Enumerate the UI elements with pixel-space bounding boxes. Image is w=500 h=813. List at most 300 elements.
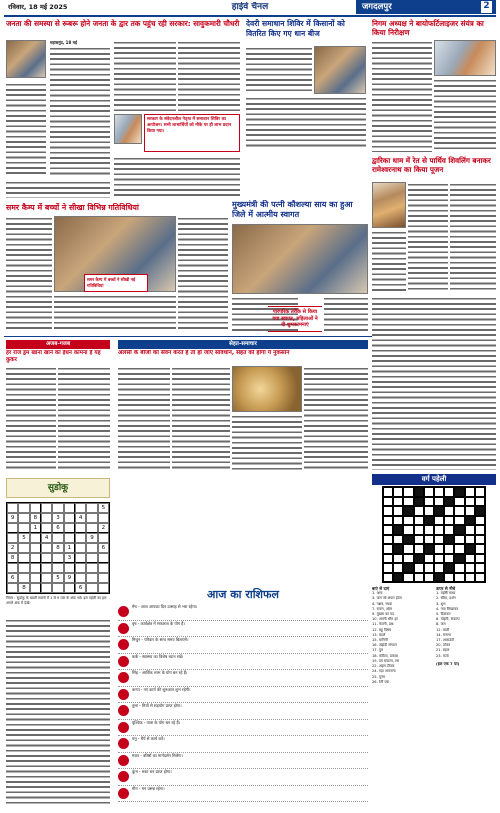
word-grid-cell: [454, 497, 464, 507]
word-grid-cell: [383, 544, 393, 554]
zodiac-icon: [118, 738, 129, 749]
word-grid-cell: [403, 497, 413, 507]
clue-item: 8. जल: [436, 622, 446, 627]
article-4-caption: समर कैम्प में बच्चों ने सीखी नई गतिविधियां: [84, 274, 148, 292]
article-8-body-col4: [304, 366, 368, 470]
word-grid-cell: [414, 516, 424, 526]
rashifal-entry: [118, 769, 368, 786]
sudoku-cell: [30, 563, 41, 573]
issue-date: रविवार, 18 मई 2025: [8, 3, 68, 11]
sudoku-cell: 9: [7, 513, 18, 523]
sudoku-cell: [86, 503, 97, 513]
word-grid-cell: [465, 535, 475, 545]
word-grid-cell: [434, 497, 444, 507]
sudoku-cell: [86, 513, 97, 523]
sudoku-cell: 1: [64, 543, 75, 553]
clue-item: 11. कंपनी, प्रश्न: [372, 622, 394, 627]
word-grid-cell: [383, 487, 393, 497]
sudoku-cell: [30, 533, 41, 543]
word-grid-cell: [414, 573, 424, 583]
word-grid-cell: [403, 506, 413, 516]
word-grid-cell: [434, 506, 444, 516]
sudoku-cell: 4: [75, 513, 86, 523]
word-grid-cell: [414, 563, 424, 573]
sudoku-cell: [30, 583, 41, 593]
article-1-portrait-photo: [6, 40, 46, 78]
word-grid-cell: [434, 544, 444, 554]
word-grid-cell: [434, 487, 444, 497]
clue-item: 1. महर्षि माध्य: [436, 591, 456, 596]
word-grid-cell: [383, 525, 393, 535]
sudoku-cell: [98, 583, 109, 593]
word-grid-cell: [424, 554, 434, 564]
word-grid-cell: [454, 506, 464, 516]
word-grid-cell: [454, 563, 464, 573]
word-grid-cell: [393, 535, 403, 545]
rashifal-entry: [118, 736, 368, 753]
sudoku-cell: 8: [30, 513, 41, 523]
word-grid-cell: [475, 554, 485, 564]
article-7-body-col2: [58, 366, 110, 470]
clue-item: 3. शुभ: [436, 601, 446, 606]
word-grid-cell: [383, 497, 393, 507]
word-grid-cell: [393, 497, 403, 507]
word-grid-cell: [414, 525, 424, 535]
sudoku-title: सुडोकू: [6, 478, 110, 498]
word-grid-cell: [434, 563, 444, 573]
rashifal-text: वृश्चिक - यात्रा के योग बन रहे हैं।: [132, 719, 181, 725]
rashifal-text: कर्क - स्वास्थ्य का विशेष ध्यान रखें।: [132, 653, 184, 659]
word-grid-cell: [393, 563, 403, 573]
article-6-body-continued: [372, 296, 496, 470]
word-grid-cell: [393, 516, 403, 526]
word-grid-cell: [403, 487, 413, 497]
sudoku-cell: [75, 563, 86, 573]
rashifal-entry: [118, 786, 368, 803]
word-grid-cell: [424, 516, 434, 526]
clue-item: 17. अकाउंटी: [436, 638, 455, 643]
word-puzzle-grid: [382, 486, 486, 583]
sudoku-cell: [7, 523, 18, 533]
word-grid-cell: [424, 525, 434, 535]
sudoku-cell: [64, 523, 75, 533]
word-grid-cell: [444, 487, 454, 497]
sudoku-cell: [7, 563, 18, 573]
word-grid-cell: [424, 487, 434, 497]
word-grid-cell: [475, 563, 485, 573]
sudoku-cell: [30, 553, 41, 563]
sudoku-cell: [64, 563, 75, 573]
article-8-body-col1: [118, 366, 170, 470]
sudoku-cell: 9: [64, 573, 75, 583]
rashifal-entry: [118, 703, 368, 720]
article-3-body-col2: [434, 78, 496, 152]
clue-item: 24. गड़ा अपनाना: [372, 669, 396, 674]
word-grid-cell: [434, 573, 444, 583]
rashifal-entry: [118, 637, 368, 654]
section-divider: [4, 336, 372, 337]
clue-item: 21. ग्रहण: [436, 648, 450, 653]
article-3-headline: निगम अध्यक्ष ने बायोफर्टिलाइजर संयंत्र का किया निरीक्षण: [372, 19, 484, 37]
article-1-photo-small: [114, 114, 142, 144]
clue-item: 4. नक्षत्र, रथवा: [372, 601, 393, 606]
clue-item: 12. बहु विषय: [372, 627, 392, 632]
sudoku-cell: [18, 503, 29, 513]
clue-item: 10. अपनी भीम हर: [372, 617, 398, 622]
word-grid-cell: [383, 516, 393, 526]
article-1-body-col2: [114, 40, 176, 112]
sudoku-cell: [41, 513, 52, 523]
sudoku-grid: [6, 502, 110, 594]
article-1-inset-box: सरकार के संवेदनशील नेतृत्व में समाधान शिविर का आयोजन। सभी लाभार्थियों को मौके पर ही लाभ प्रदान किया गया।: [144, 114, 240, 152]
article-8-section-label: सेहत-समाचार: [118, 340, 368, 349]
sudoku-cell: [18, 563, 29, 573]
word-grid-cell: [434, 525, 444, 535]
word-grid-cell: [465, 544, 475, 554]
word-grid-cell: [403, 525, 413, 535]
word-grid-cell: [454, 554, 464, 564]
rashifal-text: कन्या - नए कार्य की शुरुआत शुभ रहेगी।: [132, 686, 191, 692]
rashifal-text: तुला - मित्रों से सहयोग प्राप्त होगा।: [132, 703, 182, 708]
article-2-body-col2: [246, 96, 366, 150]
word-grid-cell: [414, 506, 424, 516]
word-grid-cell: [424, 535, 434, 545]
rashifal-text: मकर - वरिष्ठों का मार्गदर्शन मिलेगा।: [132, 752, 183, 758]
sudoku-cell: [86, 523, 97, 533]
article-3-photo: [434, 40, 496, 76]
word-grid-cell: [465, 563, 475, 573]
zodiac-icon: [118, 722, 129, 733]
clue-item: 12. बदरी: [436, 627, 450, 632]
word-grid-cell: [414, 487, 424, 497]
word-grid-cell: [424, 544, 434, 554]
clue-item: 20. ठोकर: [436, 643, 451, 648]
sudoku-cell: [86, 553, 97, 563]
rashifal-title: आज का राशिफल: [207, 588, 279, 601]
rashifal-text: मिथुन - परिवार के साथ समय बिताएंगे।: [132, 637, 189, 642]
sudoku-cell: 1: [30, 523, 41, 533]
across-label: बाएं से दाएं: [372, 586, 390, 591]
down-label: ऊपर से नीचे: [436, 586, 456, 591]
word-puzzle-title: वर्ग पहेली: [372, 474, 496, 485]
clue-item: 5. दिवाकर: [436, 612, 451, 617]
sudoku-cell: [75, 523, 86, 533]
word-grid-cell: [414, 497, 424, 507]
article-1-headline: जनता की समस्या से रूबरू होने जनता के द्वार तक पहुंच रही सरकार: सावुकमारी चौधरी: [6, 19, 240, 28]
sudoku-cell: 3: [64, 553, 75, 563]
zodiac-icon: [118, 689, 129, 700]
sudoku-cell: 9: [86, 533, 97, 543]
clue-item: 16. जहांदी संगठन: [372, 643, 397, 648]
sudoku-cell: 6: [75, 583, 86, 593]
sudoku-cell: [18, 553, 29, 563]
sudoku-cell: 5: [52, 573, 63, 583]
sudoku-cell: [18, 573, 29, 583]
rashifal-entry: [118, 753, 368, 770]
word-grid-cell: [424, 563, 434, 573]
sudoku-cell: 6: [7, 573, 18, 583]
sudoku-cell: [18, 513, 29, 523]
rashifal-entry: [118, 654, 368, 671]
zodiac-icon: [118, 606, 129, 617]
word-grid-cell: [403, 535, 413, 545]
word-grid-cell: [434, 554, 444, 564]
word-grid-cell: [424, 573, 434, 583]
sudoku-cell: 5: [18, 533, 29, 543]
sudoku-cell: [86, 543, 97, 553]
sudoku-cell: [75, 503, 86, 513]
sudoku-cell: [41, 563, 52, 573]
across-clue-list: [372, 591, 432, 685]
sudoku-cell: [18, 523, 29, 533]
zodiac-icon: [118, 672, 129, 683]
article-7-headline: हर रोज ड्रम खाना खाने का ईंधन कामना है यह कुकर: [6, 350, 101, 363]
sudoku-cell: 6: [52, 523, 63, 533]
sudoku-cell: [98, 513, 109, 523]
section-name: जगदलपुर: [362, 2, 392, 12]
article-8-body-col3: [232, 414, 302, 470]
zodiac-icon: [118, 788, 129, 799]
word-grid-cell: [444, 573, 454, 583]
article-4-body-col2: [54, 294, 176, 332]
sudoku-cell: [64, 533, 75, 543]
clue-item: 4. नया लिखाकर: [436, 606, 459, 611]
clue-item: 17. पुत्र: [372, 648, 383, 653]
word-grid-cell: [444, 563, 454, 573]
down-clues: [436, 586, 496, 808]
sudoku-column-filler: [6, 618, 110, 806]
word-grid-cell: [393, 554, 403, 564]
article-5-headline: मुख्यमंत्री की पत्नी कौशल्या साय का हुआ जिले में आत्मीय स्वागत: [232, 200, 353, 219]
sudoku-cell: [7, 583, 18, 593]
sudoku-cell: [41, 583, 52, 593]
word-grid-cell: [475, 506, 485, 516]
sudoku-cell: [98, 563, 109, 573]
word-grid-cell: [465, 497, 475, 507]
sudoku-cell: [41, 573, 52, 583]
word-grid-cell: [383, 554, 393, 564]
clue-item: 3. जल जो अपार होता: [372, 596, 402, 601]
sudoku-cell: 6: [98, 543, 109, 553]
header-rule: [4, 15, 496, 17]
word-grid-cell: [465, 554, 475, 564]
word-grid-cell: [434, 535, 444, 545]
word-grid-cell: [403, 563, 413, 573]
word-grid-cell: [444, 497, 454, 507]
word-grid-cell: [424, 497, 434, 507]
article-6-headline: द्वारिका धाम में रेत से पार्थिव शिवलिंग बनाकर रामेश्वरनाथ का किया पूजन: [372, 156, 491, 174]
word-grid-cell: [434, 516, 444, 526]
article-1-body-col1: [50, 46, 110, 176]
sudoku-cell: [41, 543, 52, 553]
clue-item: 1. अमा: [372, 591, 383, 596]
word-grid-cell: [393, 506, 403, 516]
rashifal-entry: [118, 670, 368, 687]
word-grid-cell: [454, 516, 464, 526]
article-2-headline: देवरी समाधान शिविर में किसानों को वितरित किए गए धान बीज: [246, 19, 345, 38]
word-grid-cell: [393, 544, 403, 554]
article-3-body-col1: [372, 40, 432, 152]
article-1-dateline: महासमुंद, 18 मई: [50, 40, 77, 45]
word-grid-cell: [403, 516, 413, 526]
word-grid-cell: [403, 554, 413, 564]
word-grid-cell: [383, 573, 393, 583]
rashifal-entry: [118, 604, 368, 621]
clue-item: 25. पूनम: [372, 674, 386, 679]
zodiac-icon: [118, 705, 129, 716]
article-1-body-col0: [6, 82, 46, 176]
sudoku-cell: [75, 573, 86, 583]
word-grid-cell: [424, 506, 434, 516]
article-8-body-col2: [172, 366, 230, 470]
word-grid-cell: [465, 487, 475, 497]
answer-note: (हल एक 7 पर): [436, 660, 460, 666]
article-5-pull-quote: पारंपरिक तरीके से किया गया स्वागत, महिलाओं ने दी शुभकामनाएं: [268, 306, 322, 332]
rashifal-entry: [118, 621, 368, 638]
across-clues: [372, 586, 432, 808]
article-2-photo: [314, 46, 366, 94]
word-grid-cell: [444, 554, 454, 564]
word-grid-cell: [475, 497, 485, 507]
sudoku-cell: [98, 533, 109, 543]
word-grid-cell: [454, 573, 464, 583]
down-clue-list: [436, 591, 496, 659]
word-grid-cell: [465, 525, 475, 535]
sudoku-cell: [86, 573, 97, 583]
sudoku-cell: [52, 553, 63, 563]
rashifal-text: कुंभ - रुका धन प्राप्त होगा।: [132, 769, 172, 774]
word-grid-cell: [454, 535, 464, 545]
word-grid-cell: [403, 544, 413, 554]
sudoku-cell: [64, 583, 75, 593]
article-5-photo: [232, 224, 368, 294]
page-number: 2: [481, 1, 492, 13]
sudoku-cell: [75, 533, 86, 543]
sudoku-cell: 2: [7, 543, 18, 553]
word-grid-cell: [465, 573, 475, 583]
article-5-body-col2: [324, 296, 368, 332]
rashifal-text: वृष - कार्यक्षेत्र में सफलता के योग हैं।: [132, 620, 185, 626]
sudoku-cell: [7, 533, 18, 543]
word-grid-cell: [393, 573, 403, 583]
sudoku-cell: 8: [7, 553, 18, 563]
clue-item: 9. मुखरा का पद: [372, 612, 394, 617]
article-1-body-col3: [178, 40, 240, 112]
rashifal-text: मेष - आज आपका दिन उत्साह से भरा रहेगा।: [132, 604, 198, 609]
article-6-body-col0: [372, 230, 406, 292]
rashifal-entry: [118, 687, 368, 704]
article-6-body-col2: [450, 182, 496, 292]
word-grid-cell: [383, 535, 393, 545]
masthead-title: हाईवे चैनल: [231, 2, 269, 12]
word-grid-cell: [414, 535, 424, 545]
article-6-photo: [372, 182, 406, 228]
clue-item: 19. दम संकल्प, रस: [372, 658, 400, 663]
rashifal-entry: [118, 720, 368, 737]
sudoku-cell: 2: [98, 523, 109, 533]
article-4-headline: समर कैम्प में बच्चों ने सीखा विभिन्न गतिविधियां: [6, 203, 139, 212]
word-grid-cell: [383, 506, 393, 516]
sudoku-cell: 3: [52, 513, 63, 523]
clue-item: 6. मोहनी, संकल्प: [436, 617, 460, 622]
section-banner: [356, 0, 496, 14]
word-grid-cell: [414, 554, 424, 564]
sudoku-cell: [64, 503, 75, 513]
sudoku-cell: [52, 563, 63, 573]
clue-item: 2. सीमा, दर्शन: [436, 596, 456, 601]
sudoku-cell: [30, 503, 41, 513]
sudoku-cell: [41, 553, 52, 563]
word-grid-cell: [465, 516, 475, 526]
zodiac-icon: [118, 755, 129, 766]
sudoku-cell: [64, 513, 75, 523]
clue-item: 23. कर्ता: [436, 653, 449, 658]
sudoku-cell: [18, 543, 29, 553]
word-grid-cell: [444, 544, 454, 554]
sudoku-rule-note: नियम : सुडोकू के खाली स्थानों में 1 से 9 तक के अंक भरें। इस पहेली का हल अगले अंक में देखें।: [6, 596, 107, 605]
word-grid-cell: [475, 544, 485, 554]
article-1-body-tail: [6, 180, 110, 198]
clue-item: 14. मनाना: [436, 632, 451, 637]
article-6-body-col1: [408, 182, 448, 292]
sudoku-cell: [52, 503, 63, 513]
sudoku-cell: 4: [41, 533, 52, 543]
word-grid-cell: [475, 535, 485, 545]
clue-item: 7. रावण, ओल: [372, 606, 392, 611]
word-grid-cell: [475, 516, 485, 526]
sudoku-cell: [52, 583, 63, 593]
sudoku-cell: [75, 543, 86, 553]
zodiac-icon: [118, 771, 129, 782]
article-8-headline: अलसी के बीजों का सेवन करते हैं तो हो जाएं सावधान, सेहत को होगा ये नुकसान: [118, 350, 290, 356]
word-grid-cell: [444, 516, 454, 526]
sudoku-cell: [52, 533, 63, 543]
article-8-photo-seeds: [232, 366, 302, 412]
sudoku-cell: 8: [18, 583, 29, 593]
word-grid-cell: [444, 535, 454, 545]
word-grid-cell: [475, 487, 485, 497]
sudoku-cell: [75, 553, 86, 563]
sudoku-cell: [86, 583, 97, 593]
article-7-section-label: अजब-गजब: [6, 340, 110, 349]
article-4-body-col3: [178, 216, 228, 332]
sudoku-cell: [30, 573, 41, 583]
word-grid-cell: [393, 525, 403, 535]
sudoku-cell: [41, 523, 52, 533]
word-grid-cell: [383, 563, 393, 573]
clue-item: 18. कविता, प्रकाश: [372, 653, 398, 658]
word-grid-cell: [393, 487, 403, 497]
zodiac-icon: [118, 656, 129, 667]
sudoku-cell: [98, 553, 109, 563]
sudoku-cell: [86, 563, 97, 573]
clue-item: 26. रेती एक: [372, 679, 390, 684]
article-4-body-col1: [6, 216, 52, 332]
sudoku-cell: [41, 503, 52, 513]
article-7-body-col1: [6, 366, 56, 470]
word-grid-cell: [444, 506, 454, 516]
rashifal-text: मीन - मन प्रसन्न रहेगा।: [132, 785, 165, 791]
word-grid-cell: [444, 525, 454, 535]
sudoku-cell: [30, 543, 41, 553]
sudoku-cell: [7, 503, 18, 513]
word-grid-cell: [454, 544, 464, 554]
word-grid-cell: [403, 573, 413, 583]
zodiac-icon: [118, 639, 129, 650]
rashifal-list: [118, 604, 368, 806]
sudoku-cell: 5: [98, 503, 109, 513]
word-grid-cell: [414, 544, 424, 554]
